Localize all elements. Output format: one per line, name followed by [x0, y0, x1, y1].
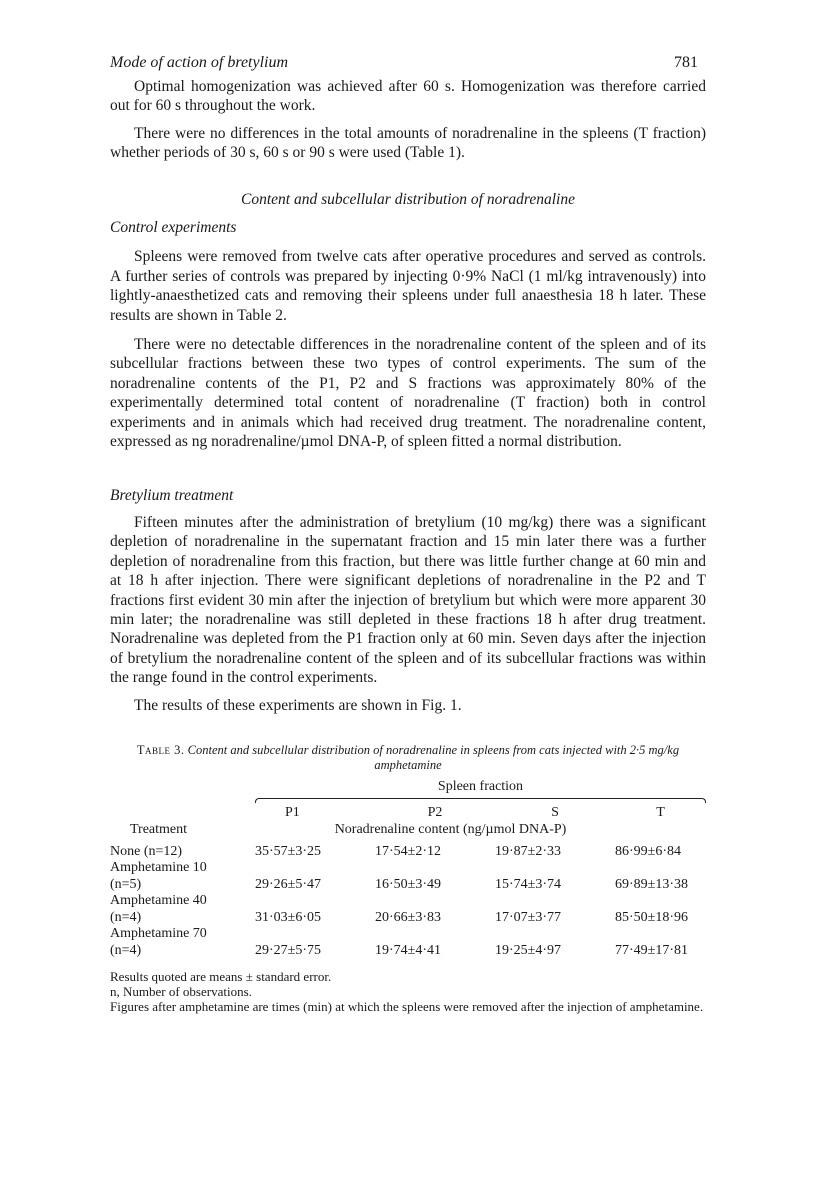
treatment-cell	[110, 926, 255, 959]
treatment-cell: None (n=12)	[110, 843, 183, 859]
column-header: P2	[427, 805, 443, 821]
treatment-name: Amphetamine 10	[110, 860, 207, 876]
value-cell: 16·50±3·49	[375, 876, 442, 892]
treatment-n: (n=5)	[110, 876, 142, 892]
value-cell: 35·57±3·25	[255, 843, 322, 859]
value-cell: 29·26±5·47	[255, 876, 322, 892]
value-cell: 85·50±18·96	[615, 909, 689, 925]
table-row	[110, 926, 706, 959]
paragraph: Spleens were removed from twelve cats after operative procedures and served as controls. A further series of controls was prepared by injecting 0·9% NaCl (1 ml/kg intravenously) into lightly-anaesthetized cats and removing their spleens under full anaesthesia 18 h later. These results are shown in Table 2.	[110, 248, 706, 324]
value-cell: 19·74±4·41	[375, 942, 442, 958]
value-cell: 20·66±3·83	[375, 909, 442, 925]
paragraph: There were no detectable differences in the noradrenaline content of the spleen and of its subcellular fractions between these two types of control experiments. The sum of the noradrenaline contents of the P1, P2 and S fractions was approximately 80% of the experimentally determined total content of noradrenaline (T fraction) both in control experiments and in animals which had received drug treatment. The noradrenaline content, expressed as ng noradrenaline/µmol DNA-P, of spleen fitted a normal distribution.	[110, 336, 706, 451]
unit-header: Noradrenaline content (ng/µmol DNA-P)	[334, 821, 567, 837]
treatment-name: Amphetamine 40	[110, 893, 207, 909]
value-cell: 69·89±13·38	[615, 876, 689, 892]
footnote: Figures after amphetamine are times (min) at which the spleens were removed after the injection of amphetamine.	[110, 999, 704, 1015]
table-label: Table 3.	[136, 742, 185, 757]
treatment-cell	[110, 893, 255, 926]
subsection-heading: Control experiments	[110, 219, 237, 237]
value-cell: 86·99±6·84	[615, 843, 682, 859]
subsection-heading: Bretylium treatment	[110, 486, 234, 504]
footnote: Results quoted are means ± standard error.	[110, 969, 332, 985]
paragraph: The results of these experiments are shown in Fig. 1.	[134, 696, 462, 714]
treatment-n: (n=4)	[110, 942, 142, 958]
paragraph: There were no differences in the total amounts of noradrenaline in the spleens (T fraction) whether periods of 30 s, 60 s or 90 s were used (Table 1).	[110, 124, 706, 162]
value-cell: 31·03±6·05	[255, 909, 322, 925]
value-cell: 15·74±3·74	[495, 876, 562, 892]
value-cell: 19·87±2·33	[495, 843, 562, 859]
paragraph: Fifteen minutes after the administration of bretylium (10 mg/kg) there was a significant depletion of noradrenaline in the supernatant fraction and 15 min later there was a further depletion of noradrenaline from this fraction, but there was little further change at 60 min and at 18 h after injection. There were significant depletions of noradrenaline in the P2 and T fractions first evident 30 min after the injection of bretylium but which were more apparent 30 min later; the noradrenaline was still depleted in these fractions 18 h after drug treatment. Noradrenaline was depleted from the P1 fraction only at 60 min. Seven days after the injection of bretylium the noradrenaline content of the spleen and of its subcellular fractions was within the range found in the control experiments.	[110, 513, 706, 687]
paragraph: Optimal homogenization was achieved after 60 s. Homogenization was therefore carried out for 60 s throughout the work.	[110, 78, 706, 115]
group-header: Spleen fraction	[437, 778, 524, 794]
data-table	[110, 779, 706, 960]
value-cell: 77·49±17·81	[615, 942, 689, 958]
row-header: Treatment	[130, 821, 188, 837]
table-row	[110, 893, 706, 926]
brace-line	[255, 798, 706, 803]
value-cell: 19·25±4·97	[495, 942, 562, 958]
table-caption-text: Content and subcellular distribution of noradrenaline in spleens from cats injected with 2·5 mg/kg amphetamine	[187, 742, 680, 772]
footnote: n, Number of observations.	[110, 984, 252, 1000]
treatment-cell	[110, 860, 255, 893]
page-number: 781	[674, 54, 698, 71]
table-row	[110, 838, 706, 860]
value-cell: 17·54±2·12	[375, 843, 442, 859]
column-header: T	[656, 805, 665, 821]
value-cell: 17·07±3·77	[495, 909, 562, 925]
running-title: Mode of action of bretylium	[110, 54, 289, 71]
value-cell: 29·27±5·75	[255, 942, 322, 958]
running-header	[110, 53, 706, 73]
table-caption	[110, 743, 706, 773]
column-header: S	[551, 805, 559, 821]
column-header: P1	[285, 805, 300, 821]
table-row	[110, 860, 706, 893]
table-footnotes	[110, 969, 706, 1014]
treatment-n: (n=4)	[110, 909, 142, 925]
treatment-name: Amphetamine 70	[110, 926, 207, 942]
section-heading: Content and subcellular distribution of noradrenaline	[241, 190, 575, 208]
